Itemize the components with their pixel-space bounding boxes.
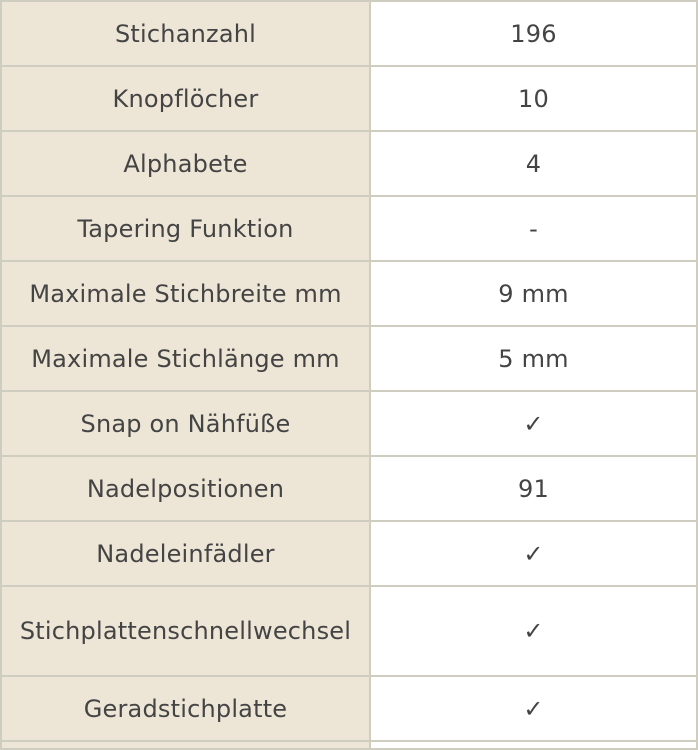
table-row — [1, 131, 697, 196]
spec-value: 9 mm — [370, 261, 697, 326]
spec-label: Geradstichplatte — [1, 676, 370, 741]
table-row — [1, 196, 697, 261]
spec-value: 4 — [370, 131, 697, 196]
table-row — [1, 676, 697, 741]
table-row — [1, 391, 697, 456]
spec-value: - — [370, 196, 697, 261]
table-row — [1, 66, 697, 131]
spec-value: 10 — [370, 66, 697, 131]
spec-label: Tapering Funktion — [1, 196, 370, 261]
table-row — [1, 586, 697, 676]
spec-label: Knopflöcher — [1, 66, 370, 131]
table-row — [1, 326, 697, 391]
spec-value: 91 — [370, 456, 697, 521]
checkmark-icon: ✓ — [370, 676, 697, 741]
spec-value: 196 — [370, 1, 697, 66]
checkmark-icon: ✓ — [370, 521, 697, 586]
checkmark-icon: ✓ — [370, 586, 697, 676]
spec-label: Maximale Stichbreite mm — [1, 261, 370, 326]
spec-label: Alphabete — [1, 131, 370, 196]
spec-label: Stichplattenschnellwechsel — [1, 586, 370, 676]
table-row — [1, 456, 697, 521]
table-row — [1, 1, 697, 66]
spec-label: Stichanzahl — [1, 1, 370, 66]
spec-label: Nadeleinfädler — [1, 521, 370, 586]
spec-value: 5 mm — [370, 326, 697, 391]
table-row — [1, 261, 697, 326]
spec-label: Nadelpositionen — [1, 456, 370, 521]
checkmark-icon: ✓ — [370, 391, 697, 456]
spec-label: Maximale Stichlänge mm — [1, 326, 370, 391]
table-row — [1, 521, 697, 586]
spec-label: Snap on Nähfüße — [1, 391, 370, 456]
